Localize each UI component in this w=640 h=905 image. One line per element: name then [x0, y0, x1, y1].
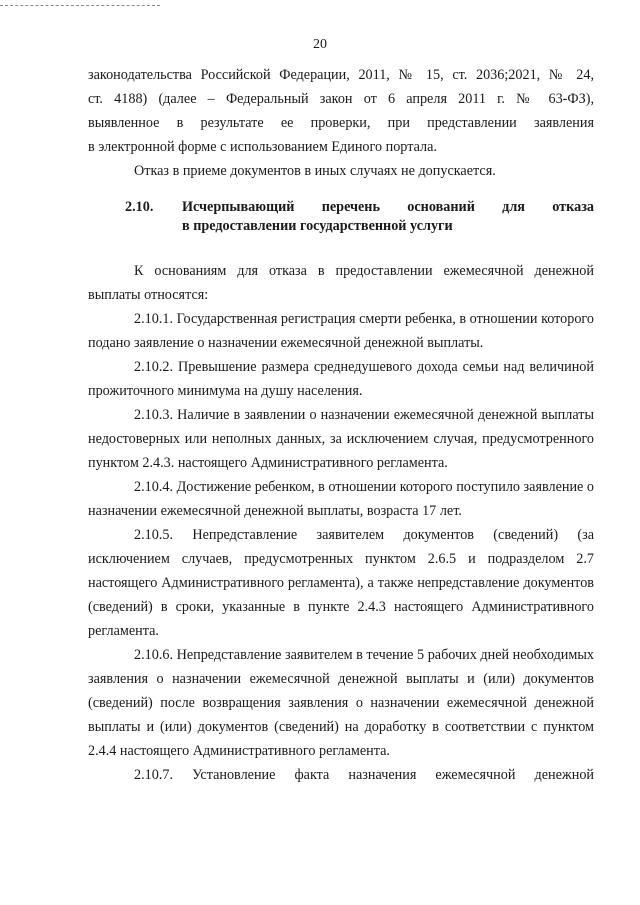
text-line: выявленное в результате ее проверки, при представлении заявления: [88, 115, 594, 131]
list-item: 2.10.4. Достижение ребенком, в отношении которого поступило заявление о назначении ежемесячной денежной выплаты, возраста 17 лет.: [88, 479, 594, 519]
text-line: законодательства Российской Федерации, 2011, № 15, ст. 2036;2021, № 24,: [88, 67, 594, 83]
section-number: 2.10.: [125, 199, 154, 215]
intro-paragraph: К основаниям для отказа в предоставлении ежемесячной денежной выплаты относятся:: [88, 263, 594, 303]
text-line: ст. 4188) (далее – Федеральный закон от 6 апреля 2011 г. № 63-ФЗ),: [88, 91, 594, 107]
top-paragraph-block: [88, 63, 594, 183]
list-item: 2.10.3. Наличие в заявлении о назначении ежемесячной денежной выплаты недостоверных или неполных данных, за исключением случая, предусмотренного пунктом 2.4.3. настоящего Административного регламента.: [88, 407, 594, 471]
list-item: 2.10.2. Превышение размера среднедушевого дохода семьи над величиной прожиточного минимума на душу населения.: [88, 359, 594, 399]
section-title-line-2: в предоставлении государственной услуги: [182, 218, 453, 234]
scan-edge-mark: [0, 5, 160, 6]
list-item: 2.10.6. Непредставление заявителем в течение 5 рабочих дней необходимых заявления о назначении ежемесячной денежной выплаты и (или) документов (сведений) после возвращения заявления о назначении ежемесячной денежной выплаты и (или) документов (сведений) на доработку в соответствии с пунктом 2.4.4 настоящего Административного регламента.: [88, 647, 594, 759]
refusal-paragraph: Отказ в приеме документов в иных случаях не допускается.: [134, 163, 496, 179]
grounds-list: [88, 259, 594, 787]
text-line: в электронной форме с использованием Единого портала.: [88, 139, 437, 155]
list-item: 2.10.5. Непредставление заявителем документов (сведений) (за исключением случаев, предусмотренных пунктом 2.6.5 и подразделом 2.7 настоящего Административного регламента), а также непредставление документов (сведений) в сроки, указанные в пункте 2.4.3 настоящего Административного регламента.: [88, 527, 594, 639]
section-title-line-1: Исчерпывающий перечень оснований для отказа: [182, 199, 594, 215]
page-number: 20: [313, 37, 327, 52]
list-item: 2.10.1. Государственная регистрация смерти ребенка, в отношении которого подано заявление о назначении ежемесячной денежной выплаты.: [88, 311, 594, 351]
list-item: 2.10.7. Установление факта назначения ежемесячной денежной: [134, 767, 594, 783]
